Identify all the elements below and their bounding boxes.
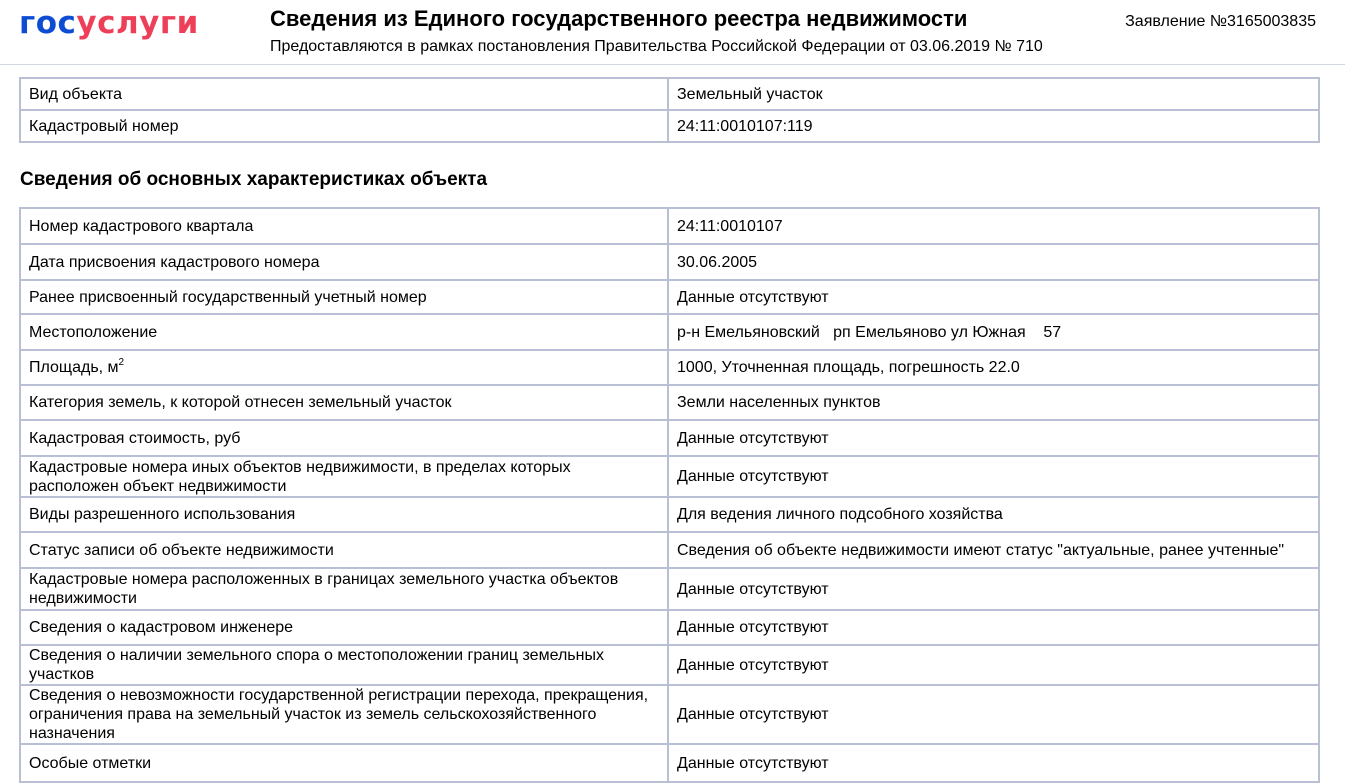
- row-label-text: Площадь, м: [29, 359, 119, 376]
- object-info-table: [19, 77, 1320, 143]
- row-value-text: 24:11:0010107: [677, 217, 783, 235]
- row-value-text: Данные отсутствуют: [677, 706, 829, 723]
- row-value-text: 1000, Уточненная площадь, погрешность 22.0: [677, 359, 1020, 376]
- table-row: [20, 610, 1319, 645]
- row-value: [668, 456, 1319, 497]
- row-label: [20, 420, 668, 456]
- logo-part-gos: гос: [19, 5, 77, 41]
- table-row: [20, 110, 1319, 142]
- row-value-text: Для ведения личного подсобного хозяйства: [677, 506, 1003, 523]
- table-row: [20, 78, 1319, 110]
- row-label: [20, 456, 668, 497]
- row-value: [668, 497, 1319, 532]
- row-value: [668, 532, 1319, 568]
- statement-number: Заявление №3165003835: [1125, 13, 1316, 30]
- row-value-text: Данные отсутствуют: [677, 580, 829, 598]
- row-value: [668, 568, 1319, 610]
- row-label: [20, 385, 668, 420]
- row-value: [668, 685, 1319, 744]
- row-label-text: Кадастровые номера расположенных в границах земельного участка объектов недвижимости: [29, 571, 619, 607]
- gosuslugi-logo[interactable]: [19, 3, 199, 43]
- row-label: [20, 645, 668, 685]
- row-label: [20, 568, 668, 610]
- row-label-text: Местоположение: [29, 323, 158, 341]
- row-value: 24:11:0010107:119: [668, 110, 1319, 142]
- row-label: [20, 244, 668, 280]
- row-label: [20, 314, 668, 350]
- table-row: [20, 645, 1319, 685]
- table-row: [20, 280, 1319, 314]
- row-value: [668, 385, 1319, 420]
- table-row: [20, 385, 1319, 420]
- row-value: [668, 208, 1319, 244]
- row-value: [668, 350, 1319, 385]
- row-value: [668, 244, 1319, 280]
- header-divider: [0, 64, 1345, 65]
- row-value-text: 30.06.2005: [677, 253, 758, 271]
- row-label: [20, 744, 668, 782]
- row-label-text: Особые отметки: [29, 754, 152, 772]
- table-row: [20, 314, 1319, 350]
- table-row: [20, 350, 1319, 385]
- row-label-text: Дата присвоения кадастрового номера: [29, 253, 320, 271]
- row-value: [668, 744, 1319, 782]
- row-label-text: Сведения о невозможности государственной регистрации перехода, прекращения, ограничения права на земельный участок из земель сельскохозяйственного назначения: [29, 687, 649, 742]
- row-label: [20, 610, 668, 645]
- row-label-text: Кадастровая стоимость, руб: [29, 429, 241, 447]
- row-value-text: Данные отсутствуют: [677, 619, 829, 636]
- row-value-text: Данные отсутствуют: [677, 288, 829, 306]
- row-label: [20, 280, 668, 314]
- row-label-text: Категория земель, к которой отнесен земельный участок: [29, 394, 452, 411]
- table-row: [20, 420, 1319, 456]
- row-value-text: Данные отсутствуют: [677, 656, 829, 674]
- row-value: [668, 645, 1319, 685]
- row-value-text: Данные отсутствуют: [677, 429, 829, 447]
- row-value-text: р-н Емельяновский рп Емельяново ул Южная 57: [677, 323, 1062, 341]
- row-label: [20, 208, 668, 244]
- table-row: [20, 685, 1319, 744]
- row-value: Земельный участок: [668, 78, 1319, 110]
- row-value-text: Земли населенных пунктов: [677, 394, 881, 411]
- row-value: [668, 280, 1319, 314]
- row-label: Вид объекта: [20, 78, 668, 110]
- section-title: Сведения об основных характеристиках объекта: [20, 169, 488, 190]
- document-title: Сведения из Единого государственного реестра недвижимости: [270, 6, 968, 31]
- row-label-text: Кадастровые номера иных объектов недвижимости, в пределах которых расположен объект недвижимости: [29, 458, 571, 495]
- row-value: [668, 314, 1319, 350]
- header: [0, 0, 1345, 64]
- row-label-text: Статус записи об объекте недвижимости: [29, 541, 334, 559]
- table-row: [20, 532, 1319, 568]
- row-label: [20, 532, 668, 568]
- row-label: [20, 497, 668, 532]
- row-label-text: Номер кадастрового квартала: [29, 217, 254, 235]
- table-row: [20, 456, 1319, 497]
- row-label-superscript: 2: [118, 356, 125, 368]
- row-label: Кадастровый номер: [20, 110, 668, 142]
- table-row: [20, 244, 1319, 280]
- row-value-text: Данные отсутствуют: [677, 754, 829, 772]
- characteristics-table: [19, 207, 1320, 783]
- table-row: [20, 568, 1319, 610]
- row-value-text: Сведения об объекте недвижимости имеют статус "актуальные, ранее учтенные": [677, 541, 1285, 559]
- logo-part-uslugi: услуги: [76, 5, 199, 41]
- row-value: [668, 420, 1319, 456]
- document-subtitle: Предоставляются в рамках постановления Правительства Российской Федерации от 03.06.2019 № 710: [270, 38, 1043, 55]
- row-label-text: Виды разрешенного использования: [29, 506, 296, 523]
- table-row: [20, 208, 1319, 244]
- row-label-text: Ранее присвоенный государственный учетный номер: [29, 288, 427, 306]
- row-label: [20, 350, 668, 385]
- row-label-text: Сведения о наличии земельного спора о местоположении границ земельных участков: [29, 647, 604, 683]
- table-row: [20, 497, 1319, 532]
- row-label-text: Сведения о кадастровом инженере: [29, 619, 294, 636]
- row-value-text: Данные отсутствуют: [677, 468, 829, 485]
- row-label: [20, 685, 668, 744]
- row-value: [668, 610, 1319, 645]
- table-row: [20, 744, 1319, 782]
